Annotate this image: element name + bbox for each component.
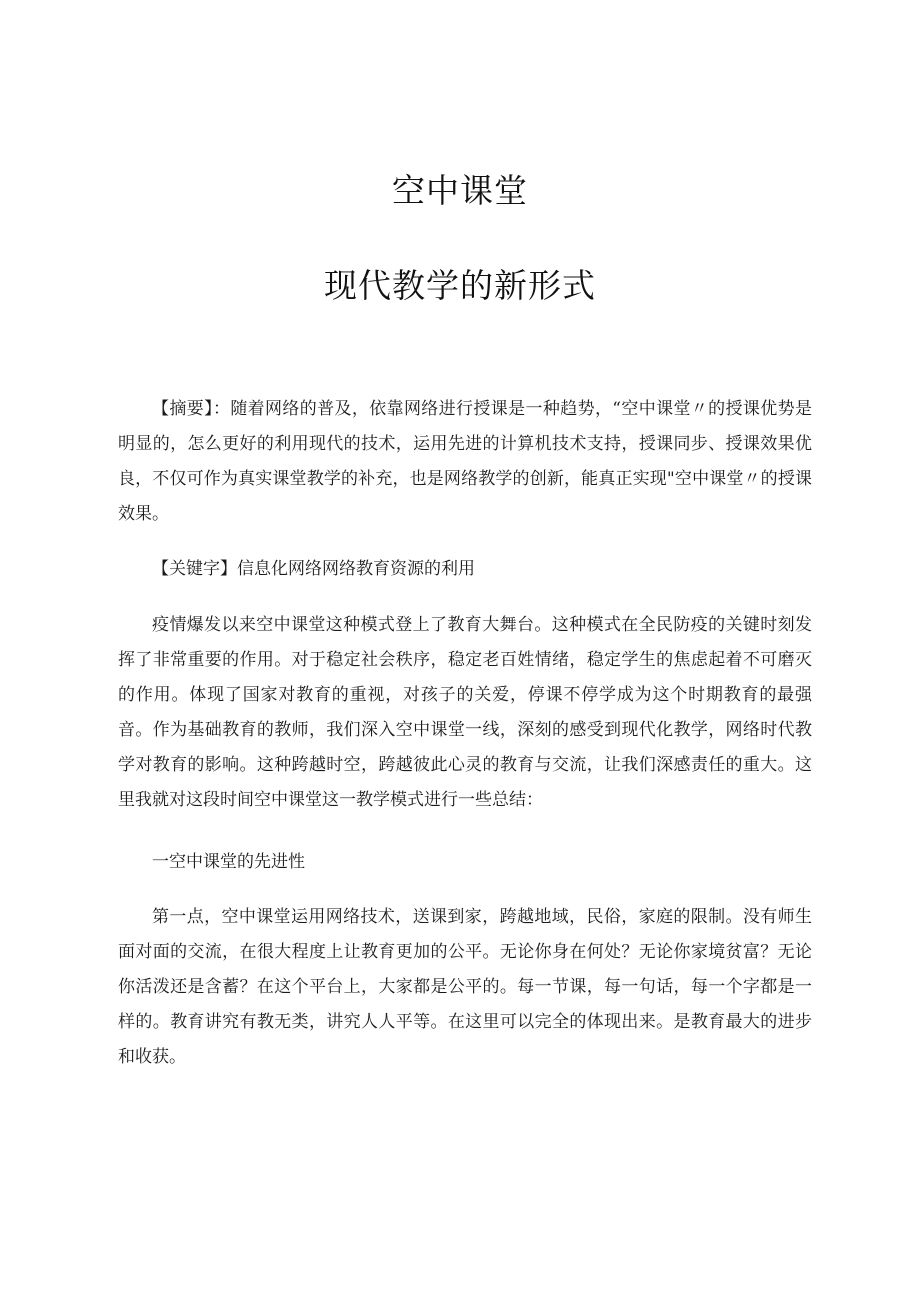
intro-paragraph: 疫情爆发以来空中课堂这种模式登上了教育大舞台。这种模式在全民防疫的关键时刻发挥了非常重要的作用。对于稳定社会秩序，稳定老百姓情绪，稳定学生的焦虑起着不可磨灭的作用。体现了国家对教育的重视，对孩子的关爱，停课不停学成为这个时期教育的最强音。作为基础教育的教师，我们深入空中课堂一线，深刻的感受到现代化教学，网络时代教学对教育的影响。这种跨越时空，跨越彼此心灵的教育与交流，让我们深感责任的重大。这里我就对这段时间空中课堂这一教学模式进行一些总结： (118, 615, 812, 810)
document-title: 空中课堂 (392, 171, 528, 210)
section-heading: 一空中课堂的先进性 (152, 852, 305, 872)
keywords-paragraph: 【关键字】信息化网络网络教育资源的利用 (152, 559, 475, 579)
abstract-paragraph: 【摘要】：随着网络的普及，依靠网络进行授课是一种趋势，“空中课堂〃的授课优势是明显的，怎么更好的利用现代的技术，运用先进的计算机技术支持，授课同步、授课效果优良，不仅可作为真实课堂教学的补充，也是网络教学的创新，能真正实现"空中课堂〃的授课效果。 (118, 399, 812, 524)
document-subtitle: 现代教学的新形式 (324, 266, 596, 305)
first-point-paragraph: 第一点，空中课堂运用网络技术，送课到家，跨越地域，民俗，家庭的限制。没有师生面对面的交流，在很大程度上让教育更加的公平。无论你身在何处？无论你家境贫富？无论你活泼还是含蓄？在这个平台上，大家都是公平的。每一节课，每一句话，每一个字都是一样的。教育讲究有教无类，讲究人人平等。在这里可以完全的体现出来。是教育最大的进步和收获。 (118, 907, 812, 1067)
